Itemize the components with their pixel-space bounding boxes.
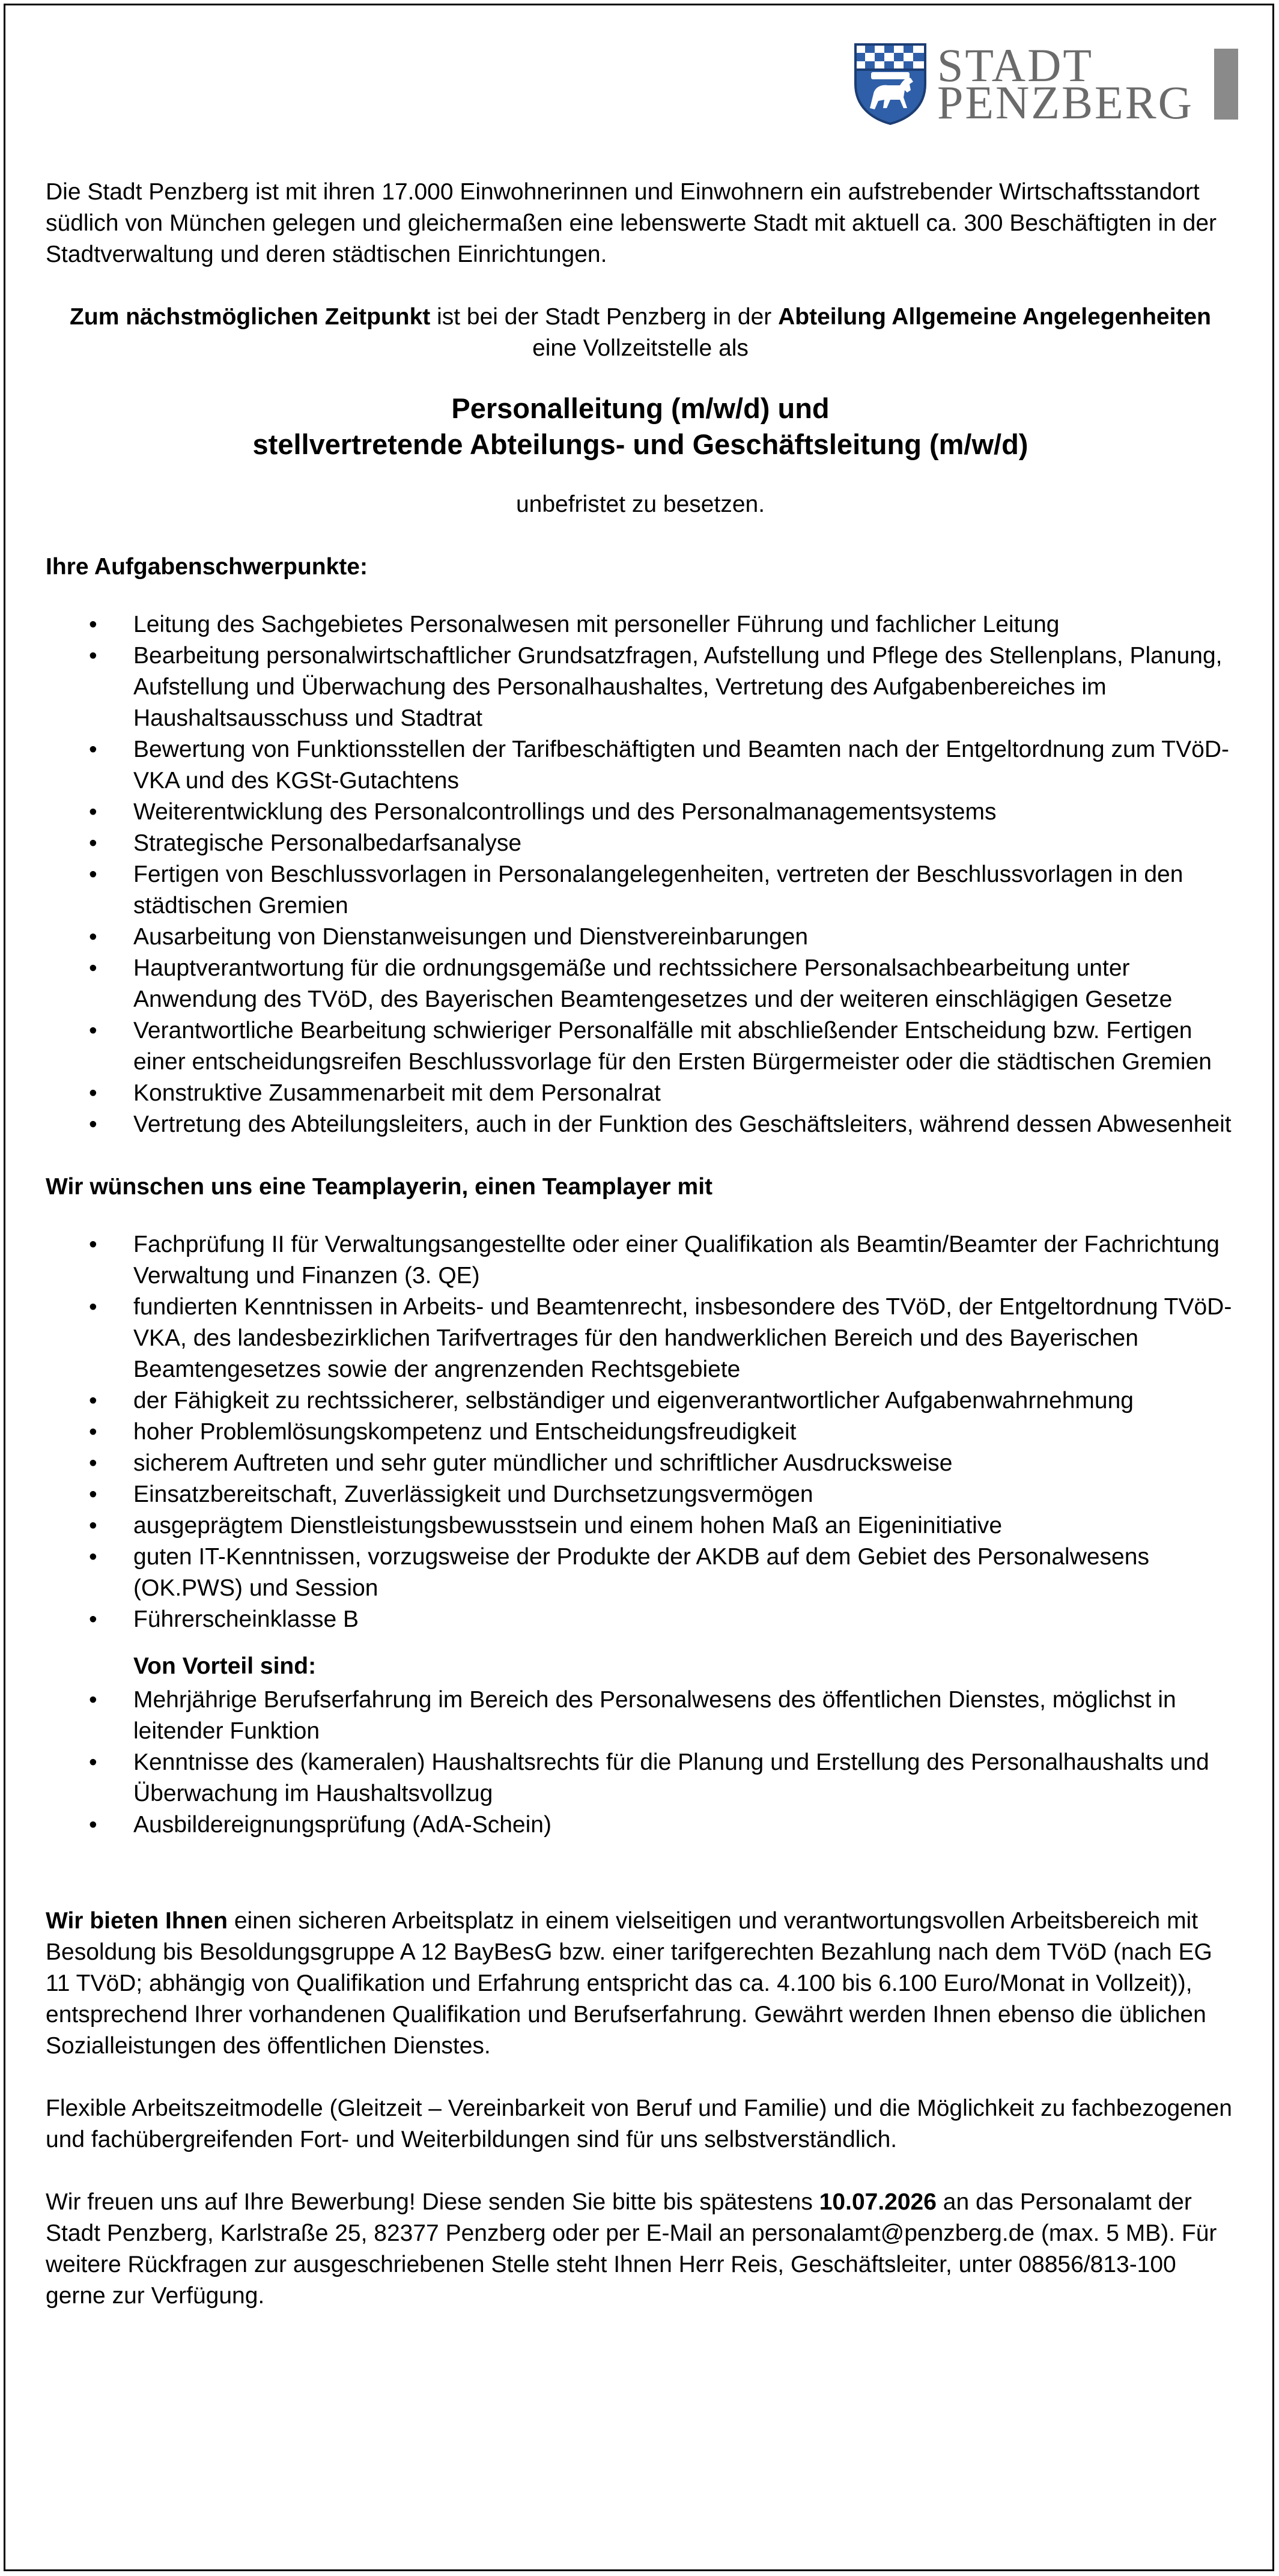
job-title-line-1: Personalleitung (m/w/d) und <box>451 392 830 424</box>
profile-heading: Wir wünschen uns eine Teamplayerin, einen Teamplayer mit <box>46 1174 713 1200</box>
application-deadline: 10.07.2026 <box>819 2189 937 2215</box>
closing-text-2: an das Personalamt der Stadt Penzberg, Karlstraße 25, 82377 Penzberg oder per E-Mail an personalamt@penzberg.de (max. 5 MB). Für weitere Rückfragen zur ausgeschriebenen Stelle steht Ihnen Herr Reis, Geschäftsleiter, unter 08856/813-100 gerne zur Verfügung. <box>46 2189 1217 2309</box>
tasks-heading: Ihre Aufgabenschwerpunkte: <box>46 554 368 580</box>
offer-text: einen sicheren Arbeitsplatz in einem vielseitigen und verantwortungsvollen Arbeitsbereich mit Besoldung bis Besoldungsgruppe A 12 BayBesG bzw. einer tarifgerechten Bezahlung nach dem TVöD (nach EG 11 TVöD; abhängig von Qualifikation und Erfahrung entspricht das ca. 4.100 bis 6.100 Euro/Monat in Vollzeit)), entsprechend Ihrer vorhandenen Qualifikation und Berufserfahrung. Gewährt werden Ihnen ebenso die üblichen Sozialleistungen des öffentlichen Dienstes. <box>46 1908 1212 2059</box>
closing-paragraph <box>46 2187 1235 2312</box>
list-item: • Leitung des Sachgebietes Personalwesen mit personeller Führung und fachlicher Leitung <box>46 609 1235 640</box>
list-item: • guten IT-Kenntnissen, vorzugsweise der Produkte der AKDB auf dem Gebiet des Personalwesens (OK.PWS) und Session <box>46 1542 1235 1604</box>
list-item: • Vertretung des Abteilungsleiters, auch in der Funktion des Geschäftsleiters, während dessen Abwesenheit <box>46 1109 1235 1140</box>
intro-paragraph: Die Stadt Penzberg ist mit ihren 17.000 Einwohnerinnen und Einwohnern ein aufstrebender Wirtschaftsstandort südlich von München gelegen und gleichermaßen eine lebenswerte Stadt mit aktuell ca. 300 Beschäftigten in der Stadtverwaltung und deren städtischen Einrichtungen. <box>46 179 1217 267</box>
job-title-line-2: stellvertretende Abteilungs- und Geschäftsleitung (m/w/d) <box>252 428 1028 460</box>
list-item: • Mehrjährige Berufserfahrung im Bereich des Personalwesens des öffentlichen Dienstes, möglichst in leitender Funktion <box>46 1684 1235 1747</box>
closing-text-1: Wir freuen uns auf Ihre Bewerbung! Diese senden Sie bitte bis spätestens <box>46 2189 819 2215</box>
list-item: • der Fähigkeit zu rechtssicherer, selbständiger und eigenverantwortlicher Aufgabenwahrnehmung <box>46 1385 1235 1417</box>
advantage-heading: Von Vorteil sind: <box>133 1653 317 1679</box>
stadt-penzberg-logo <box>853 39 1238 129</box>
list-item: • Bewertung von Funktionsstellen der Tarifbeschäftigten und Beamten nach der Entgeltordnung zum TVöD-VKA und des KGSt-Gutachtens <box>46 734 1235 797</box>
list-item: • Verantwortliche Bearbeitung schwieriger Personalfälle mit abschließender Entscheidung bzw. Fertigen einer entscheidungsreifen Beschlussvorlage für den Ersten Bürgermeister oder die städtischen Gremien <box>46 1015 1235 1078</box>
announcement-text-2: eine Vollzeitstelle als <box>532 335 749 361</box>
profile-list <box>46 1229 1235 1635</box>
list-item: • Kenntnisse des (kameralen) Haushaltsrechts für die Planung und Erstellung des Personalhaushalts und Überwachung im Haushaltsvollzug <box>46 1747 1235 1809</box>
list-item: • Fertigen von Beschlussvorlagen in Personalangelegenheiten, vertreten der Beschlussvorlagen in den städtischen Gremien <box>46 859 1235 922</box>
list-item: • Strategische Personalbedarfsanalyse <box>46 828 1235 859</box>
announcement-bold-1: Zum nächstmöglichen Zeitpunkt <box>70 304 431 330</box>
city-crest-icon <box>853 42 928 126</box>
list-item: • Hauptverantwortung für die ordnungsgemäße und rechtssichere Personalsachbearbeitung unter Anwendung des TVöD, des Bayerischen Beamtengesetzes und der weiteren einschlägigen Gesetze <box>46 953 1235 1015</box>
list-item: • Konstruktive Zusammenarbeit mit dem Personalrat <box>46 1078 1235 1109</box>
list-item: • Einsatzbereitschaft, Zuverlässigkeit und Durchsetzungsvermögen <box>46 1479 1235 1510</box>
flex-paragraph: Flexible Arbeitszeitmodelle (Gleitzeit – Vereinbarkeit von Beruf und Familie) und die Möglichkeit zu fachbezogenen und fachübergreifenden Fort- und Weiterbildungen sind für uns selbstverständlich. <box>46 2095 1232 2152</box>
logo-line-stadt: STADT <box>937 39 1094 91</box>
list-item: • hoher Problemlösungskompetenz und Entscheidungsfreudigkeit <box>46 1417 1235 1448</box>
list-item: • Weiterentwicklung des Personalcontrollings und des Personalmanagementsystems <box>46 797 1235 828</box>
advantage-list <box>46 1684 1235 1841</box>
list-item: • Fachprüfung II für Verwaltungsangestellte oder einer Qualifikation als Beamtin/Beamter der Fachrichtung Verwaltung und Finanzen (3. QE) <box>46 1229 1235 1292</box>
list-item: • sicherem Auftreten und sehr guter mündlicher und schriftlicher Ausdrucksweise <box>46 1448 1235 1479</box>
list-item: • Bearbeitung personalwirtschaftlicher Grundsatzfragen, Aufstellung und Pflege des Stellenplans, Planung, Aufstellung und Überwachung des Personalhaushaltes, Vertretung des Aufgabenbereiches im Haushaltsausschuss und Stadtrat <box>46 640 1235 734</box>
announcement-bold-2: Abteilung Allgemeine Angelegenheiten <box>778 304 1211 330</box>
list-item: • Ausarbeitung von Dienstanweisungen und Dienstvereinbarungen <box>46 922 1235 953</box>
list-item: • Ausbildereignungsprüfung (AdA-Schein) <box>46 1809 1235 1841</box>
announcement-text-1: ist bei der Stadt Penzberg in der <box>430 304 779 330</box>
job-subtitle: unbefristet zu besetzen. <box>515 491 765 517</box>
offer-paragraph <box>46 1906 1235 2062</box>
offer-bold: Wir bieten Ihnen <box>46 1908 228 1934</box>
logo-bar <box>1214 49 1238 120</box>
announcement <box>46 302 1235 364</box>
logo-line-penzberg: PENZBERG <box>937 76 1194 129</box>
list-item: • fundierten Kenntnissen in Arbeits- und Beamtenrecht, insbesondere des TVöD, der Entgeltordnung TVöD-VKA, des landesbezirklichen Tarifvertrages für den handwerklichen Bereich und des Bayerischen Beamtengesetzes sowie der angrenzenden Rechtsgebiete <box>46 1292 1235 1385</box>
job-title <box>46 390 1235 463</box>
job-posting <box>46 177 1235 2312</box>
list-item: • ausgeprägtem Dienstleistungsbewusstsein und einem hohen Maß an Eigeninitiative <box>46 1510 1235 1542</box>
list-item: • Führerscheinklasse B <box>46 1604 1235 1635</box>
tasks-list <box>46 609 1235 1140</box>
